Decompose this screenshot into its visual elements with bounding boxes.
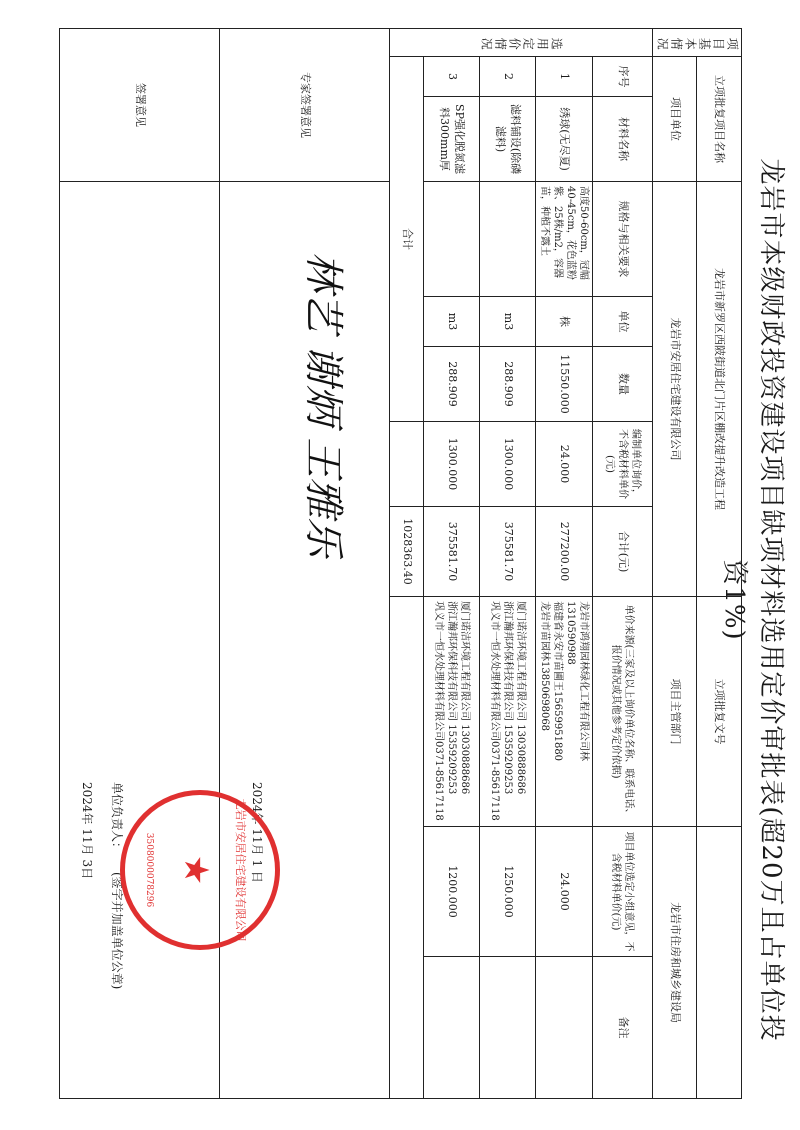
seal-number: 3508000078296	[144, 832, 154, 908]
row-seq: 1	[536, 57, 593, 97]
row-source: 厦门诺洁环境工程有限公司 13030888686 浙江瀚邦环保科技有限公司 15359209253 巩义市一恒水处理材料有限公司0371-85617118	[480, 597, 536, 827]
row-total: 375581.70	[424, 507, 480, 597]
header-remark: 备注	[593, 957, 653, 1099]
authority-value: 龙岩市住房和城乡建设局	[653, 827, 698, 1099]
row-remark	[424, 957, 480, 1099]
row-remark	[480, 957, 536, 1099]
row-unit: m3	[480, 297, 536, 347]
row-total: 375581.70	[480, 507, 536, 597]
seal-graphic	[125, 795, 275, 945]
row-total: 277200.00	[536, 507, 593, 597]
row-remark	[536, 957, 593, 1099]
header-seq: 序号	[593, 57, 653, 97]
project-unit-label: 项目单位	[653, 57, 698, 182]
header-spec: 规格与相关要求	[593, 182, 653, 297]
row-material: 滤料铺设(除磷滤料)	[480, 97, 536, 182]
row-opinion: 1200.000	[424, 827, 480, 957]
row-opinion: 1250.000	[480, 827, 536, 957]
expert-signature: 林艺 谢炳 王雅乐	[300, 252, 346, 558]
unit-opinion-label: 签署意见	[60, 29, 220, 182]
row-qty: 11550.000	[536, 347, 593, 422]
row-unit: 株	[536, 297, 593, 347]
unit-sign-area	[60, 182, 220, 1099]
unit-note: (签字并加盖单位公章)	[110, 872, 124, 990]
row-unit-price: 24.000	[536, 422, 593, 507]
expert-date: 2024年 11月 1 日	[250, 782, 264, 883]
row-seq: 2	[480, 57, 536, 97]
unit-date: 2024年 11月 3日	[80, 782, 94, 880]
sum-label: 合计	[390, 57, 424, 422]
row-source: 厦门诺洁环境工程有限公司 13030888686 浙江瀚邦环保科技有限公司 15359209253 巩义市一恒水处理材料有限公司0371-85617118	[424, 597, 480, 827]
row-project-name	[697, 29, 742, 1099]
row-material: SP强化脱氮滤料300mm厚	[424, 97, 480, 182]
form-title: 龙岩市本级财政投资建设项目缺项材料选用定价审批表(超20万且占单位投资1%)	[719, 158, 786, 1042]
company-seal	[120, 790, 280, 950]
row-unit-price: 1300.000	[424, 422, 480, 507]
sum-value: 1028363.40	[390, 507, 424, 597]
project-name-value: 龙岩市新罗区西陂街道北门片区棚改提升改造工程	[697, 182, 742, 597]
row-qty: 288.909	[424, 347, 480, 422]
seal-text: 龙岩市安居住宅建设有限公司	[234, 798, 247, 942]
pricing-header	[593, 29, 653, 1099]
header-source: 单价来源(三家及以上询价单位名称、联系电话、报价情况或其他参考定价依据)	[593, 597, 653, 827]
header-qty: 数量	[593, 347, 653, 422]
approval-value	[697, 827, 742, 1099]
row-material: 绣球(无尽夏)	[536, 97, 593, 182]
sum-empty-cell	[390, 597, 424, 1099]
table-row	[480, 29, 536, 1099]
header-unit-price: 编制单位询价，不含税材料单价(元)	[593, 422, 653, 507]
header-total: 合计(元)	[593, 507, 653, 597]
project-unit-value: 龙岩市安居住宅建设有限公司	[653, 182, 698, 597]
row-spec	[480, 182, 536, 297]
header-opinion: 项目单位选定小组意见，不含税材料单价(元)	[593, 827, 653, 957]
row-unit-price: 1300.000	[480, 422, 536, 507]
seal-star-icon: ★	[176, 854, 216, 886]
header-unit: 单位	[593, 297, 653, 347]
expert-label: 专家签署意见	[220, 29, 390, 182]
row-spec	[424, 182, 480, 297]
row-seq: 3	[424, 57, 480, 97]
row-qty: 288.909	[480, 347, 536, 422]
sum-empty-cell	[390, 422, 424, 507]
row-spec: 高度50-60cm，冠幅40-45cm，花色蓝粉紫、25株/m2，容器苗，种植不露土	[536, 182, 593, 297]
authority-label: 项目主管部门	[653, 597, 698, 827]
approval-label: 立项批复文号	[697, 597, 742, 827]
row-unit: m3	[424, 297, 480, 347]
table-row	[424, 29, 480, 1099]
row-source: 龙岩市鸿翔园林绿化工程有限公司林1310590988 福建省永安市苗圃王15659951880 龙岩市苗园林13850698068	[536, 597, 593, 827]
project-info-label: 项目基本情况	[653, 29, 742, 57]
row-opinion: 24.000	[536, 827, 593, 957]
pricing-label: 选用定价情况	[390, 29, 653, 57]
row-project-unit	[653, 29, 698, 1099]
expert-sign-area	[220, 182, 390, 1099]
table-row	[536, 29, 593, 1099]
header-material: 材料名称	[593, 97, 653, 182]
project-name-label: 立项批复项目名称	[697, 57, 742, 182]
sum-row	[390, 29, 424, 1099]
unit-head-label: 单位负责人：	[110, 782, 124, 855]
